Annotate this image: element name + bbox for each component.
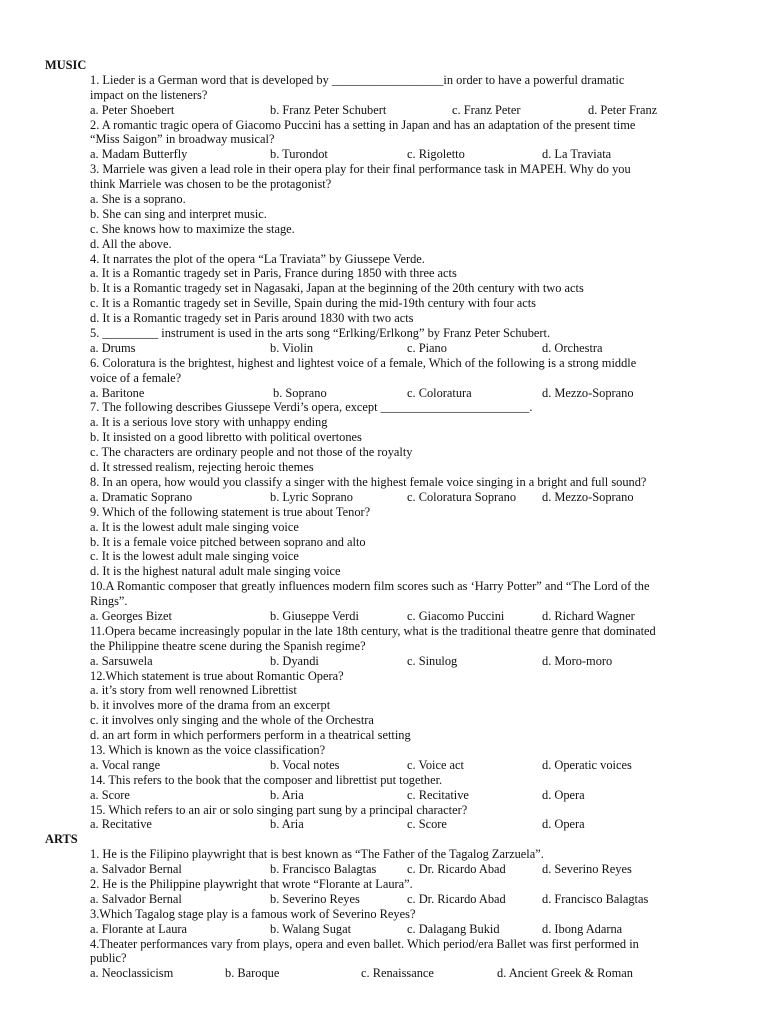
answer-option: c. it involves only singing and the whole of the Orchestra — [90, 713, 374, 728]
question-text: 5. _________ instrument is used in the arts song “Erlking/Erlkong” by Franz Peter Schubert. — [90, 326, 551, 341]
answer-option: d. Orchestra — [542, 340, 603, 355]
question-text: 6. Coloratura is the brightest, highest and lightest voice of a female, Which of the following is a strong middle — [90, 355, 637, 370]
options-row — [0, 788, 768, 803]
question-text: “Miss Saigon” in broadway musical? — [90, 132, 275, 147]
answer-option: c. Recitative — [407, 787, 469, 802]
question-text: 1. He is the Filipino playwright that is best known as “The Father of the Tagalog Zarzuela”. — [90, 847, 544, 862]
answer-option: d. Francisco Balagtas — [542, 891, 649, 906]
answer-option: b. Dyandi — [270, 653, 319, 668]
answer-option: a. It is the lowest adult male singing voice — [90, 519, 299, 534]
answer-option: c. Giacomo Puccini — [407, 608, 505, 623]
answer-option: d. Ibong Adarna — [542, 921, 623, 936]
options-row — [0, 103, 768, 118]
answer-option: a. Dramatic Soprano — [90, 489, 193, 504]
answer-option: b. Violin — [270, 340, 314, 355]
question-text: Rings”. — [90, 594, 128, 609]
answer-option: a. Salvador Bernal — [90, 891, 182, 906]
answer-option: a. Score — [90, 787, 130, 802]
question-text: 3. Marriele was given a lead role in their opera play for their final performance task in MAPEH. Why do you — [90, 162, 631, 177]
answer-option: c. Coloratura Soprano — [407, 489, 517, 504]
question-text: 2. He is the Philippine playwright that wrote “Florante at Laura”. — [90, 876, 413, 891]
question-text: 12.Which statement is true about Romantic Opera? — [90, 668, 344, 683]
answer-option: c. Rigoletto — [407, 147, 465, 162]
answer-option: d. Mezzo-Soprano — [542, 385, 634, 400]
answer-option: c. Dr. Ricardo Abad — [407, 862, 506, 877]
question-text: 9. Which of the following statement is true about Tenor? — [90, 504, 371, 519]
answer-option: d. La Traviata — [542, 147, 612, 162]
answer-option: d. an art form in which performers perform in a theatrical setting — [90, 728, 411, 743]
question-text: public? — [90, 951, 127, 966]
answer-option: d. It is the highest natural adult male singing voice — [90, 564, 341, 579]
answer-option: a. Florante at Laura — [90, 921, 188, 936]
question-text: 14. This refers to the book that the composer and librettist put together. — [90, 772, 443, 787]
answer-option: b. She can sing and interpret music. — [90, 206, 267, 221]
answer-option: c. Renaissance — [361, 966, 434, 981]
answer-option: a. Neoclassicism — [90, 966, 174, 981]
question-text: the Philippine theatre scene during the Spanish regime? — [90, 638, 366, 653]
answer-option: c. It is a Romantic tragedy set in Seville, Spain during the mid-19th century with four acts — [90, 296, 536, 311]
section-heading: ARTS — [45, 832, 78, 847]
answer-option: b. It is a Romantic tragedy set in Nagasaki, Japan at the beginning of the 20th century with two acts — [90, 281, 584, 296]
answer-option: b. Francisco Balagtas — [270, 862, 377, 877]
question-text: 13. Which is known as the voice classification? — [90, 742, 326, 757]
answer-option: b. it involves more of the drama from an excerpt — [90, 698, 331, 713]
answer-option: b. Vocal notes — [270, 757, 340, 772]
answer-option: a. it’s story from well renowned Librettist — [90, 683, 297, 698]
answer-option: a. Madam Butterfly — [90, 147, 188, 162]
question-text: 1. Lieder is a German word that is developed by __________________in order to have a powerful dramatic — [90, 72, 625, 87]
answer-option: d. Ancient Greek & Roman — [497, 966, 633, 981]
answer-option: d. Opera — [542, 817, 585, 832]
answer-option: b. Severino Reyes — [270, 891, 360, 906]
answer-option: c. Coloratura — [407, 385, 472, 400]
question-text: 15. Which refers to an air or solo singing part sung by a principal character? — [90, 802, 468, 817]
document-page — [0, 58, 768, 981]
answer-option: b. Lyric Soprano — [270, 489, 353, 504]
answer-option: c. It is the lowest adult male singing voice — [90, 549, 299, 564]
answer-option: c. Franz Peter — [452, 102, 521, 117]
answer-option: c. She knows how to maximize the stage. — [90, 221, 295, 236]
options-row — [0, 922, 768, 937]
answer-option: a. Recitative — [90, 817, 152, 832]
options-row — [0, 862, 768, 877]
answer-option: a. Baritone — [90, 385, 145, 400]
question-text: think Marriele was chosen to be the protagonist? — [90, 177, 332, 192]
question-text: 4. It narrates the plot of the opera “La Traviata” by Giussepe Verde. — [90, 251, 425, 266]
question-text: voice of a female? — [90, 370, 182, 385]
section-heading: MUSIC — [45, 58, 87, 72]
answer-option: d. It is a Romantic tragedy set in Paris around 1830 with two acts — [90, 311, 414, 326]
answer-option: d. Mezzo-Soprano — [542, 489, 634, 504]
options-row — [0, 966, 768, 981]
options-row — [0, 654, 768, 669]
answer-option: c. Voice act — [407, 757, 464, 772]
answer-option: c. Score — [407, 817, 447, 832]
answer-option: b. Aria — [270, 817, 304, 832]
answer-option: a. Salvador Bernal — [90, 862, 182, 877]
options-row — [0, 892, 768, 907]
answer-option: b. It is a female voice pitched between soprano and alto — [90, 534, 366, 549]
answer-option: c. Dr. Ricardo Abad — [407, 891, 506, 906]
answer-option: c. The characters are ordinary people and not those of the royalty — [90, 445, 413, 460]
answer-option: d. All the above. — [90, 236, 172, 251]
options-row — [0, 490, 768, 505]
options-row — [0, 147, 768, 162]
answer-option: b. Baroque — [225, 966, 280, 981]
answer-option: d. Peter Franz — [588, 102, 658, 117]
answer-option: b. Walang Sugat — [270, 921, 352, 936]
answer-option: d. Severino Reyes — [542, 862, 632, 877]
answer-option: a. Vocal range — [90, 757, 161, 772]
answer-option: a. Georges Bizet — [90, 608, 173, 623]
answer-option: b. Turondot — [270, 147, 328, 162]
answer-option: d. Operatic voices — [542, 757, 632, 772]
options-row — [0, 817, 768, 832]
answer-option: b. It insisted on a good libretto with political overtones — [90, 430, 362, 445]
question-text: 10.A Romantic composer that greatly influences modern film scores such as ‘Harry Potter” and “The Lord of the — [90, 579, 650, 594]
answer-option: d. Opera — [542, 787, 585, 802]
answer-option: c. Sinulog — [407, 653, 458, 668]
answer-option: a. Sarsuwela — [90, 653, 153, 668]
answer-option: c. Piano — [407, 340, 447, 355]
question-text: 4.Theater performances vary from plays, opera and even ballet. Which period/era Ballet was first performed in — [90, 936, 639, 951]
options-row — [0, 609, 768, 624]
answer-option: d. It stressed realism, rejecting heroic themes — [90, 460, 314, 475]
answer-option: c. Dalagang Bukid — [407, 921, 500, 936]
options-row — [0, 341, 768, 356]
answer-option: b. Franz Peter Schubert — [270, 102, 387, 117]
question-text: 3.Which Tagalog stage play is a famous work of Severino Reyes? — [90, 906, 416, 921]
answer-option: a. Drums — [90, 340, 136, 355]
answer-option: a. It is a serious love story with unhappy ending — [90, 415, 328, 430]
answer-option: b. Aria — [270, 787, 304, 802]
question-text: 11.Opera became increasingly popular in the late 18th century, what is the traditional theatre genre that dominated — [90, 623, 656, 638]
answer-option: b. Soprano — [273, 385, 327, 400]
answer-option: d. Moro-moro — [542, 653, 613, 668]
options-row — [0, 758, 768, 773]
answer-option: a. She is a soprano. — [90, 192, 186, 207]
answer-option: a. It is a Romantic tragedy set in Paris, France during 1850 with three acts — [90, 266, 457, 281]
question-text: 8. In an opera, how would you classify a singer with the highest female voice singing in a bright and full sound? — [90, 474, 647, 489]
answer-option: b. Giuseppe Verdi — [270, 608, 359, 623]
options-row — [0, 386, 768, 401]
question-text: impact on the listeners? — [90, 87, 208, 102]
answer-option: d. Richard Wagner — [542, 608, 635, 623]
question-text: 2. A romantic tragic opera of Giacomo Puccini has a setting in Japan and has an adaptation of the present time — [90, 117, 636, 132]
answer-option: a. Peter Shoebert — [90, 102, 175, 117]
question-text: 7. The following describes Giussepe Verdi’s opera, except ________________________. — [90, 400, 533, 415]
